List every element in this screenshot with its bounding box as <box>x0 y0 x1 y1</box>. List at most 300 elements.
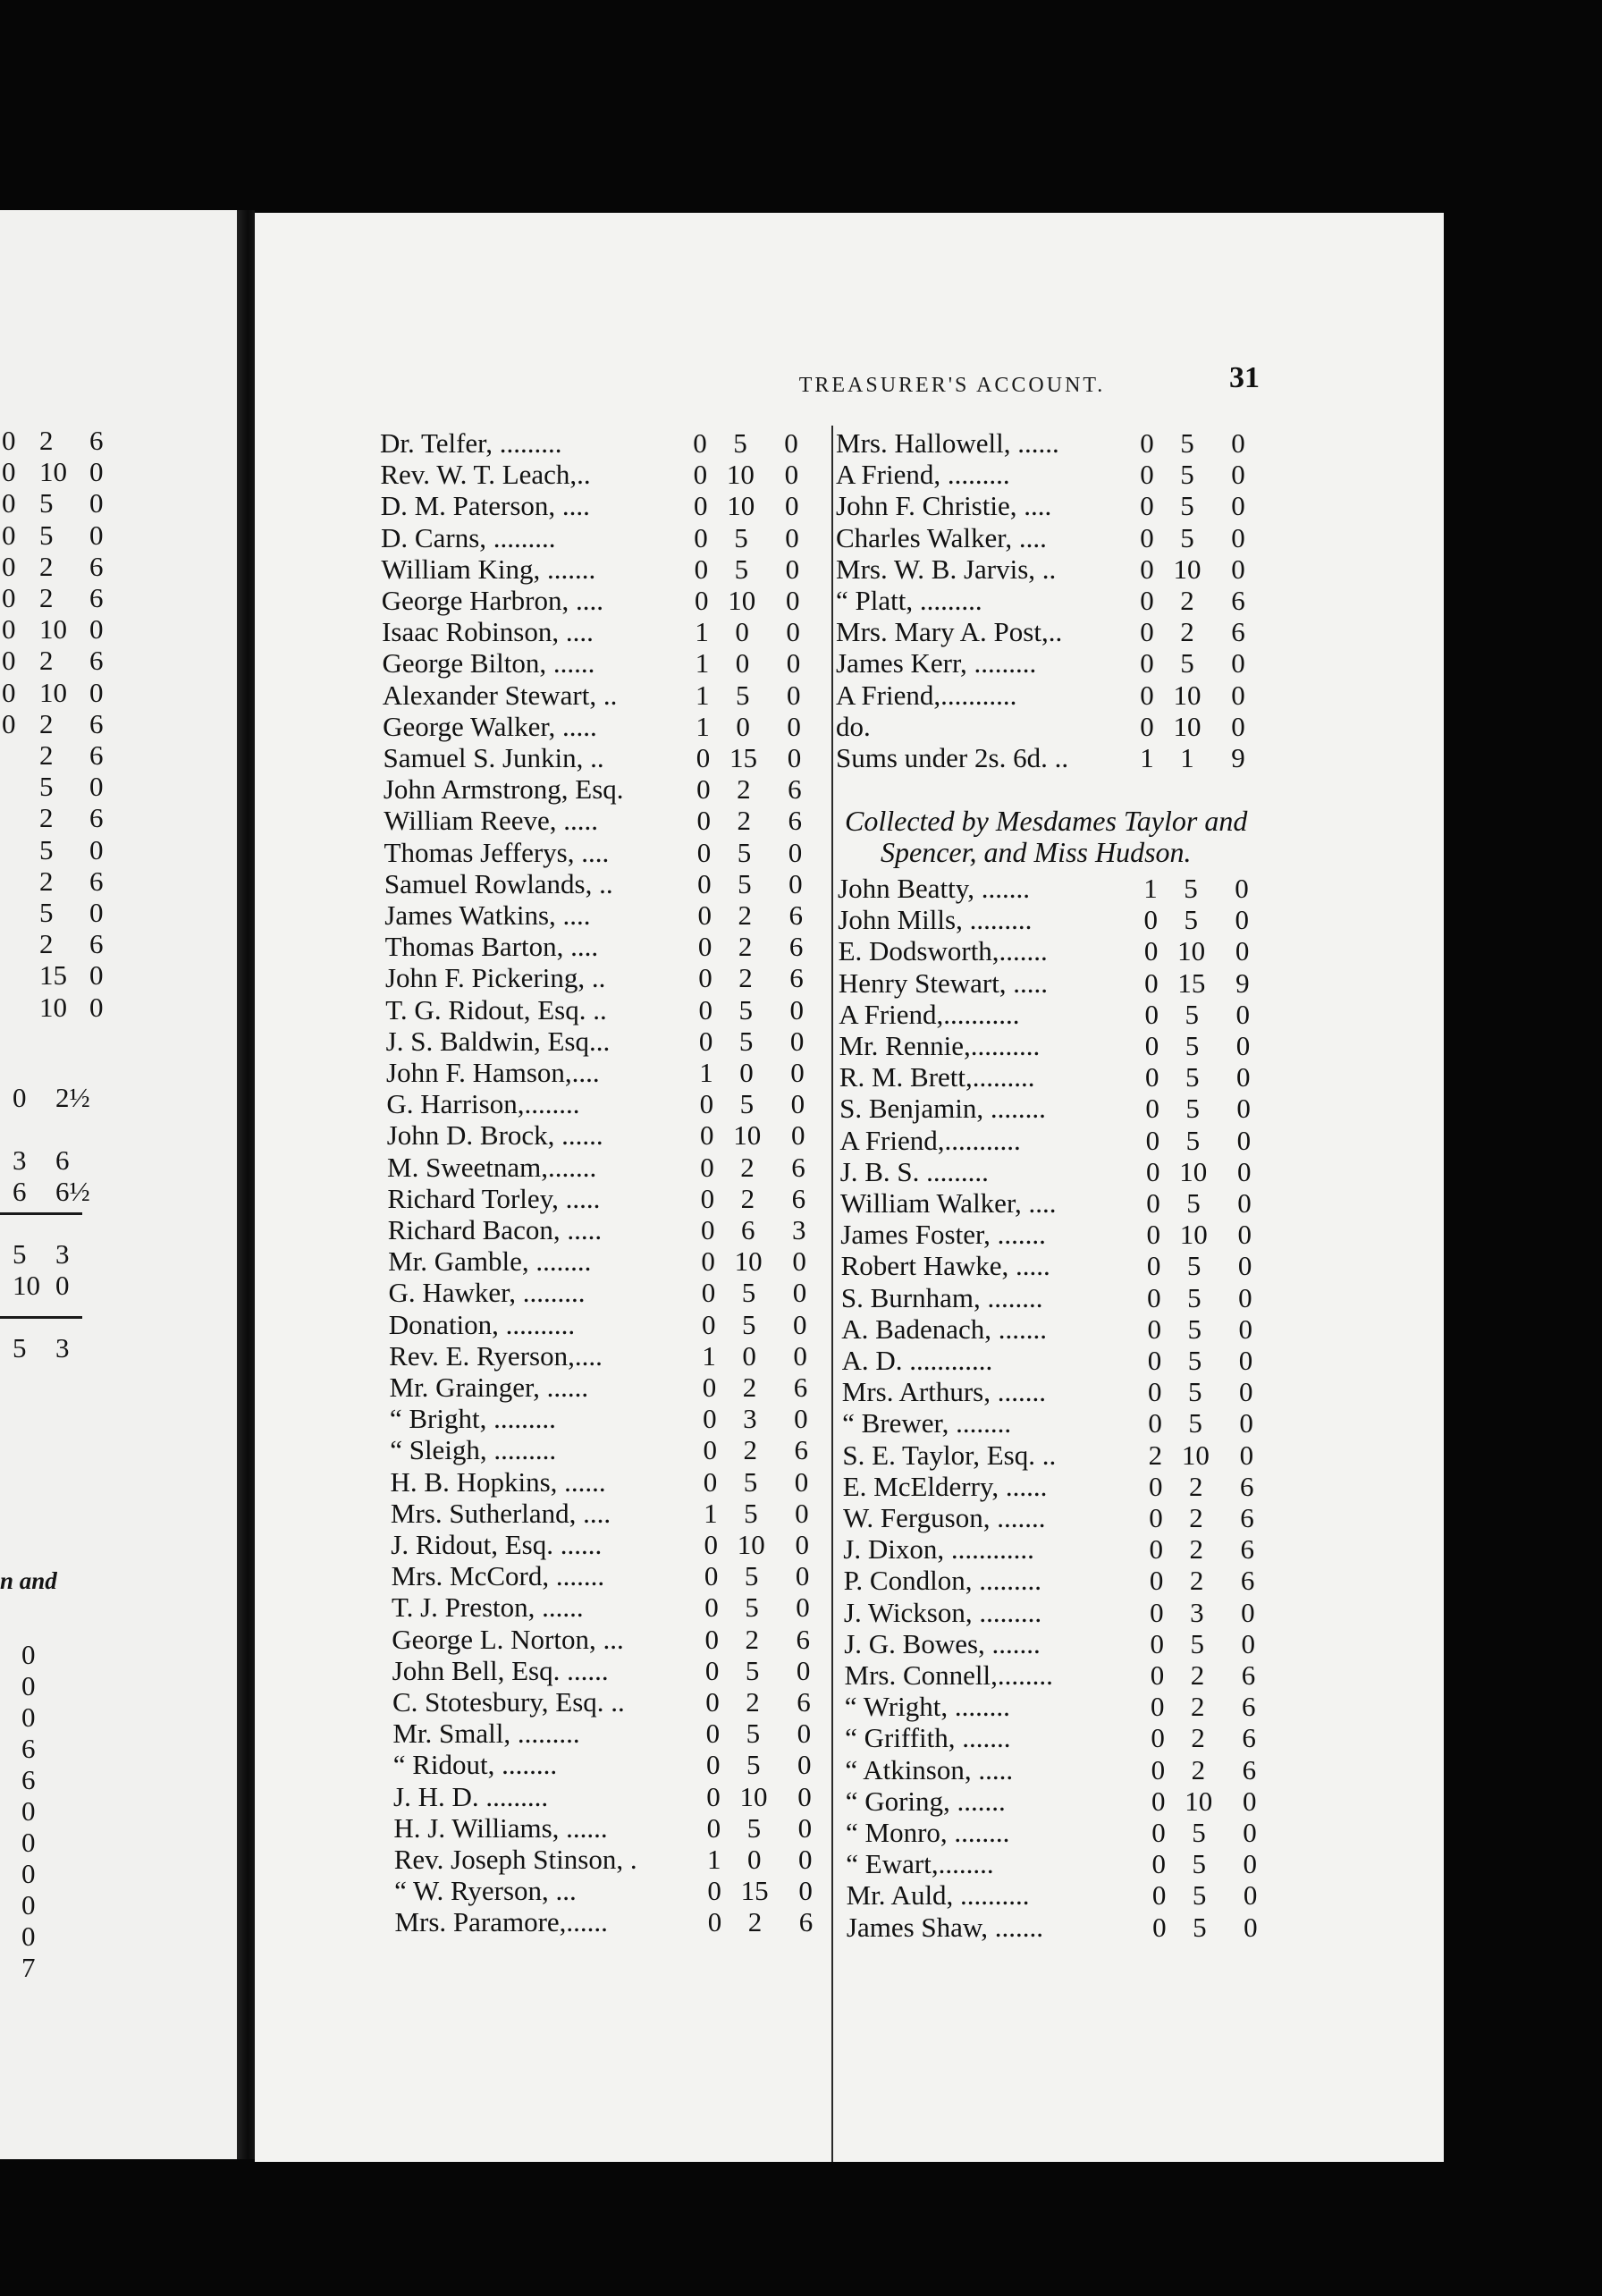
subscriber-name: A. D. ............ <box>841 1345 993 1376</box>
subscriber-name: R. M. Brett,......... <box>839 1061 1035 1093</box>
left-page-subtotal-row <box>0 1332 237 1363</box>
amount-shillings: 10 <box>737 1529 765 1560</box>
ledger-row <box>392 1591 821 1622</box>
subscriber-name: George Walker, ..... <box>383 710 597 742</box>
ledger-row <box>842 1439 1264 1470</box>
subscriber-name: S. E. Taylor, Esq. .. <box>842 1439 1057 1471</box>
amount-pounds: 1 <box>696 679 710 711</box>
ledger-row <box>381 522 810 553</box>
left-amount-pounds: 0 <box>2 425 16 456</box>
ledger-row <box>392 1718 822 1748</box>
amount-pounds: 0 <box>1145 1155 1160 1187</box>
ledger-row <box>847 1879 1269 1910</box>
subscriber-name: G. Harrison,........ <box>386 1088 580 1120</box>
amount-shillings: 3 <box>1190 1596 1204 1628</box>
left-subtotal-shillings: 10 <box>13 1270 40 1301</box>
amount-pounds: 0 <box>1150 1627 1164 1659</box>
subscriber-name: Alexander Stewart, .. <box>382 679 618 711</box>
amount-pounds: 0 <box>699 1119 714 1152</box>
ledger-row <box>390 1372 819 1402</box>
amount-pence: 6 <box>1240 1533 1255 1566</box>
amount-pence: 6 <box>1242 1691 1256 1723</box>
left-page-subtotal-row <box>0 1176 237 1206</box>
amount-shillings: 5 <box>743 1465 758 1498</box>
ledger-row <box>838 873 1260 903</box>
amount-pence: 6 <box>789 962 804 994</box>
amount-pence: 0 <box>796 1591 810 1624</box>
amount-shillings: 5 <box>1187 1313 1202 1345</box>
amount-pence: 0 <box>1235 904 1250 936</box>
subscriber-name: John Beatty, ....... <box>838 873 1030 904</box>
amount-shillings: 10 <box>1179 1155 1208 1187</box>
amount-shillings: 5 <box>1186 1250 1202 1282</box>
ledger-row <box>843 1502 1265 1532</box>
subscriber-name: Isaac Robinson, .... <box>382 616 594 648</box>
ledger-row <box>844 1597 1266 1627</box>
amount-pence: 0 <box>795 1560 810 1592</box>
left-page-subtotal-row <box>0 1270 237 1300</box>
left-page-row <box>0 739 237 770</box>
ledger-row <box>391 1498 820 1528</box>
ledger-row <box>388 1277 817 1307</box>
ledger-row <box>845 1691 1267 1721</box>
left-page-tail-value: 0 <box>21 1858 36 1889</box>
amount-pence: 0 <box>794 1403 808 1435</box>
amount-shillings: 2 <box>738 962 753 994</box>
left-page-tail-value: 0 <box>21 1670 36 1701</box>
ledger-row <box>393 1749 822 1779</box>
amount-pounds: 0 <box>695 585 709 616</box>
amount-pence: 0 <box>786 585 800 616</box>
left-amount-pence: 0 <box>89 959 104 992</box>
ledger-row <box>387 1119 816 1150</box>
left-page-tail-value: 0 <box>21 1920 36 1952</box>
amount-shillings: 5 <box>1186 1187 1201 1219</box>
ledger-row <box>382 647 811 678</box>
ledger-row <box>841 1250 1263 1280</box>
amount-pounds: 0 <box>1140 427 1154 459</box>
ledger-row <box>394 1906 823 1937</box>
ledger-row <box>836 647 1256 678</box>
subscriber-name: James Kerr, ......... <box>836 647 1037 680</box>
amount-pence: 0 <box>797 1718 812 1750</box>
ledger-row <box>392 1560 821 1591</box>
page-number: 31 <box>1229 361 1260 394</box>
subscriber-name: “ Atkinson, ..... <box>845 1753 1014 1785</box>
left-amount-pence: 6 <box>89 865 104 897</box>
subscriber-name: Henry Stewart, ..... <box>838 967 1049 999</box>
amount-shillings: 2 <box>1180 585 1194 616</box>
ledger-row <box>839 935 1261 966</box>
left-page-tail-value: 7 <box>21 1952 36 1983</box>
amount-pence: 0 <box>790 1088 805 1120</box>
amount-shillings: 10 <box>734 1245 763 1278</box>
left-amount-pence: 0 <box>89 991 104 1023</box>
amount-shillings: 2 <box>747 1906 763 1938</box>
amount-shillings: 5 <box>1184 904 1199 936</box>
amount-pence: 0 <box>1241 1627 1255 1659</box>
ledger-row <box>387 1152 816 1182</box>
subscriber-name: “ Brewer, ........ <box>842 1407 1012 1439</box>
ledger-row <box>839 1093 1261 1123</box>
left-amount-pence: 0 <box>89 897 104 928</box>
subscriber-name: T. G. Ridout, Esq. .. <box>385 993 607 1026</box>
subscriber-name: “ Bright, ......... <box>389 1403 556 1435</box>
amount-shillings: 2 <box>742 1372 757 1403</box>
subscriber-name: A Friend, ......... <box>836 459 1010 491</box>
amount-shillings: 5 <box>1180 459 1194 491</box>
left-page-row <box>0 802 237 832</box>
amount-pence: 6 <box>791 1182 806 1214</box>
subscriber-name: Richard Torley, ..... <box>387 1182 601 1214</box>
amount-pounds: 1 <box>695 616 709 648</box>
left-amount-pence: 0 <box>89 519 104 551</box>
amount-pence: 0 <box>786 616 800 648</box>
left-amount-shillings: 5 <box>39 771 54 803</box>
amount-pounds: 1 <box>707 1844 721 1875</box>
amount-shillings: 5 <box>741 1277 756 1309</box>
amount-pence: 6 <box>1240 1502 1254 1533</box>
amount-shillings: 5 <box>734 553 749 585</box>
amount-pounds: 0 <box>1148 1470 1163 1502</box>
subscriber-name: Mr. Gamble, ........ <box>388 1245 592 1278</box>
amount-pence: 0 <box>793 1339 807 1372</box>
amount-pounds: 0 <box>1140 616 1154 648</box>
amount-shillings: 0 <box>735 647 750 680</box>
subscriber-name: James Watkins, .... <box>384 899 591 931</box>
amount-pence: 0 <box>789 1025 805 1057</box>
left-page-row <box>0 551 237 581</box>
amount-pounds: 0 <box>1151 1785 1166 1817</box>
amount-pounds: 0 <box>1144 967 1159 999</box>
subscriber-name: “ Griffith, ....... <box>845 1722 1011 1754</box>
subscriber-name: John F. Pickering, .. <box>384 962 606 994</box>
ledger-row <box>384 773 813 804</box>
left-page-row <box>0 834 237 865</box>
amount-shillings: 5 <box>736 679 750 711</box>
amount-pounds: 0 <box>1140 459 1154 491</box>
running-head: TREASURER'S ACCOUNT. <box>798 374 1106 397</box>
ledger-row <box>384 742 813 772</box>
left-page-row <box>0 582 237 612</box>
amount-pence: 9 <box>1235 967 1250 999</box>
subscriber-name: T. J. Preston, ...... <box>391 1591 584 1624</box>
amount-pence: 6 <box>1239 1470 1254 1502</box>
ledger-row <box>836 427 1256 458</box>
amount-pence: 0 <box>1238 1345 1253 1376</box>
subscriber-name: do. <box>836 710 871 742</box>
subscriber-name: “ Sleigh, ......... <box>390 1434 557 1466</box>
amount-pounds: 0 <box>1151 1817 1166 1848</box>
amount-pounds: 1 <box>1143 873 1158 904</box>
amount-shillings: 5 <box>1185 1124 1201 1156</box>
subscriber-name: P. Condlon, ......... <box>843 1565 1041 1597</box>
amount-pence: 0 <box>1236 1061 1251 1093</box>
subscriber-name: “ Ewart,........ <box>846 1848 994 1880</box>
amount-pence: 6 <box>1242 1722 1256 1754</box>
left-page-row <box>0 992 237 1022</box>
ledger-row <box>390 1403 819 1433</box>
left-page-tail-value: 0 <box>21 1639 36 1670</box>
amount-pounds: 0 <box>1151 1879 1167 1912</box>
amount-pounds: 0 <box>704 1654 720 1686</box>
ledger-row <box>380 459 809 489</box>
subscriber-name: J. Wickson, ......... <box>843 1596 1042 1628</box>
amount-shillings: 5 <box>744 1497 758 1529</box>
amount-pence: 0 <box>798 1844 813 1875</box>
amount-pence: 0 <box>1235 935 1250 967</box>
left-amount-shillings: 2 <box>39 645 54 677</box>
amount-pounds: 0 <box>704 1529 718 1560</box>
amount-shillings: 5 <box>745 1654 760 1686</box>
amount-pence: 0 <box>797 1811 813 1844</box>
left-page-tail-value: 0 <box>21 1889 36 1920</box>
amount-pence: 0 <box>1231 679 1245 711</box>
ledger-row <box>836 585 1256 615</box>
amount-shillings: 10 <box>1181 1439 1210 1471</box>
left-page-row <box>0 613 237 644</box>
subscriber-name: A Friend,........... <box>839 1124 1021 1156</box>
left-amount-shillings: 2 <box>39 707 54 739</box>
amount-pence: 0 <box>788 836 803 868</box>
ledger-row <box>844 1565 1266 1595</box>
ledger-row <box>384 805 813 835</box>
left-amount-pence: 6 <box>89 425 104 456</box>
amount-pence: 0 <box>1238 1313 1252 1345</box>
ledger-row <box>845 1659 1267 1690</box>
amount-pounds: 0 <box>702 1308 716 1340</box>
amount-pounds: 0 <box>1147 1281 1161 1313</box>
subscriber-name: Sums under 2s. 6d. .. <box>836 742 1069 773</box>
amount-pounds: 0 <box>704 1623 720 1655</box>
amount-shillings: 15 <box>740 1875 769 1907</box>
subscriber-name: Samuel S. Junkin, .. <box>383 742 604 773</box>
left-facing-page <box>0 210 237 2159</box>
ledger-row <box>841 1313 1263 1344</box>
subscriber-name: William Walker, .... <box>840 1187 1057 1219</box>
amount-pounds: 0 <box>702 1372 717 1403</box>
left-amount-pence: 0 <box>89 833 104 865</box>
amount-pounds: 0 <box>696 805 711 837</box>
ledger-row <box>383 711 812 741</box>
amount-shillings: 5 <box>733 427 747 459</box>
amount-pence: 0 <box>1239 1376 1253 1408</box>
amount-shillings: 5 <box>1185 1030 1200 1061</box>
subscriber-name: E. McElderry, ...... <box>842 1470 1048 1502</box>
amount-pence: 0 <box>1243 1848 1258 1880</box>
ledger-row <box>836 459 1256 489</box>
amount-pounds: 1 <box>702 1339 716 1372</box>
ledger-row <box>843 1533 1265 1564</box>
subscriber-name: John Armstrong, Esq. <box>383 773 624 806</box>
amount-shillings: 2 <box>1189 1565 1204 1597</box>
left-page-row <box>0 865 237 896</box>
amount-shillings: 5 <box>746 1811 762 1844</box>
amount-shillings: 0 <box>742 1339 756 1372</box>
amount-pounds: 0 <box>704 1560 719 1592</box>
amount-pounds: 0 <box>707 1906 722 1938</box>
amount-shillings: 5 <box>734 521 748 553</box>
subscriber-name: S. Burnham, ........ <box>840 1281 1043 1313</box>
left-page-row <box>0 897 237 927</box>
amount-pence: 9 <box>1231 742 1245 773</box>
ledger-row <box>384 837 814 867</box>
ledger-row <box>386 1057 815 1087</box>
subscriber-name: “ Ridout, ........ <box>392 1749 558 1781</box>
left-amount-pence: 6 <box>89 739 104 771</box>
ledger-row <box>847 1912 1269 1942</box>
amount-shillings: 5 <box>1193 1911 1207 1943</box>
subscriber-name: Dr. Telfer, ......... <box>380 427 562 459</box>
amount-shillings: 2 <box>737 805 751 837</box>
left-amount-pence: 6 <box>89 645 104 677</box>
amount-pounds: 0 <box>1149 1502 1163 1533</box>
amount-pounds: 0 <box>1143 935 1159 967</box>
subscriber-name: Samuel Rowlands, .. <box>384 867 613 899</box>
subscriber-name: William King, ....... <box>381 553 596 585</box>
amount-pounds: 0 <box>696 742 711 773</box>
amount-shillings: 3 <box>743 1403 757 1435</box>
left-page-row <box>0 487 237 518</box>
amount-pounds: 0 <box>1149 1533 1164 1566</box>
amount-pounds: 0 <box>1147 1313 1161 1345</box>
amount-pounds: 0 <box>698 962 712 994</box>
amount-shillings: 10 <box>1173 679 1202 711</box>
amount-pence: 0 <box>1231 459 1245 491</box>
left-amount-shillings: 10 <box>39 456 67 488</box>
amount-shillings: 5 <box>737 836 752 868</box>
amount-shillings: 5 <box>1187 1345 1202 1376</box>
amount-pence: 6 <box>1231 616 1245 648</box>
amount-pounds: 0 <box>1151 1753 1166 1785</box>
ledger-row <box>383 680 812 710</box>
subscriber-name: George Bilton, ...... <box>382 647 595 680</box>
subscriber-name: D. Carns, ......... <box>381 521 556 553</box>
ledger-row <box>846 1785 1268 1816</box>
amount-pounds: 0 <box>1140 710 1154 742</box>
amount-shillings: 10 <box>727 490 755 522</box>
amount-shillings: 0 <box>739 1057 754 1088</box>
amount-pounds: 0 <box>703 1434 717 1466</box>
amount-pence: 0 <box>1242 1785 1257 1817</box>
amount-pence: 0 <box>1244 1911 1258 1943</box>
left-page-row <box>0 771 237 801</box>
left-amount-shillings: 5 <box>39 833 54 865</box>
amount-shillings: 10 <box>733 1119 762 1152</box>
amount-pence: 0 <box>784 427 798 459</box>
amount-pence: 6 <box>788 805 802 837</box>
subscriber-name: Robert Hawke, ..... <box>840 1250 1050 1282</box>
subscriber-name: J. B. S. ......... <box>839 1155 989 1187</box>
left-subtotal-pence: 6½ <box>55 1176 90 1207</box>
left-page-row <box>0 645 237 675</box>
amount-pounds: 0 <box>1151 1848 1167 1880</box>
subscriber-name: James Shaw, ....... <box>846 1911 1044 1943</box>
left-amount-pounds: 0 <box>2 676 16 708</box>
ledger-row <box>381 490 810 520</box>
amount-shillings: 5 <box>744 1560 759 1592</box>
subscriber-name: J. S. Baldwin, Esq... <box>385 1025 611 1057</box>
amount-shillings: 10 <box>1173 710 1202 742</box>
ledger-row <box>840 1219 1262 1249</box>
amount-pounds: 0 <box>700 1151 714 1183</box>
amount-pounds: 0 <box>1146 1187 1160 1219</box>
amount-pence: 0 <box>1243 1817 1257 1848</box>
subscriber-name: M. Sweetnam,....... <box>387 1151 597 1183</box>
subscriber-name: A Friend,........... <box>836 679 1017 711</box>
amount-pounds: 0 <box>699 1088 714 1120</box>
amount-pounds: 0 <box>697 899 712 931</box>
amount-shillings: 5 <box>1188 1376 1202 1408</box>
amount-shillings: 5 <box>1180 647 1194 680</box>
amount-pounds: 0 <box>1147 1345 1162 1376</box>
amount-pence: 0 <box>1243 1879 1258 1912</box>
amount-pence: 0 <box>1235 1030 1251 1061</box>
amount-shillings: 0 <box>735 616 749 648</box>
ledger-row <box>842 1376 1264 1406</box>
left-subtotal-pence: 2½ <box>55 1082 90 1113</box>
left-amount-pence: 0 <box>89 676 104 708</box>
ledger-row <box>840 1187 1262 1218</box>
amount-shillings: 5 <box>738 1025 754 1057</box>
amount-pounds: 0 <box>1149 1565 1164 1597</box>
left-amount-shillings: 15 <box>39 959 67 992</box>
amount-shillings: 2 <box>1188 1470 1203 1502</box>
ledger-row <box>845 1722 1267 1752</box>
amount-pence: 0 <box>1231 521 1245 553</box>
left-amount-pence: 6 <box>89 707 104 739</box>
amount-shillings: 5 <box>738 993 754 1026</box>
amount-pence: 0 <box>1231 647 1245 680</box>
left-page-subtotal-row <box>0 1144 237 1175</box>
collection-heading-line-2: Spencer, and Miss Hudson. <box>881 836 1192 868</box>
left-page-heading-fragment: n and <box>0 1567 57 1594</box>
subscriber-name: Mrs. Mary A. Post,.. <box>836 616 1063 648</box>
left-subtotal-shillings: 5 <box>13 1332 27 1363</box>
amount-pence: 0 <box>1237 1187 1252 1219</box>
amount-pence: 3 <box>792 1214 806 1245</box>
amount-pence: 6 <box>1231 585 1245 616</box>
amount-shillings: 10 <box>1185 1785 1213 1817</box>
amount-shillings: 10 <box>739 1780 768 1812</box>
amount-pence: 6 <box>788 931 804 963</box>
amount-pence: 0 <box>1239 1407 1253 1439</box>
subscriber-name: Rev. Joseph Stinson, . <box>393 1844 637 1875</box>
left-page-row <box>0 928 237 958</box>
subscriber-name: J. Ridout, Esq. ...... <box>391 1529 603 1560</box>
left-amount-pounds: 0 <box>2 707 16 739</box>
subscriber-name: Mr. Grainger, ...... <box>389 1372 589 1403</box>
ledger-row <box>388 1245 817 1276</box>
amount-shillings: 1 <box>1180 742 1194 773</box>
amount-pounds: 0 <box>1140 679 1154 711</box>
left-page-tail-value: 0 <box>21 1795 36 1827</box>
amount-shillings: 5 <box>1180 490 1194 522</box>
ledger-row <box>385 931 814 961</box>
amount-pounds: 0 <box>701 1277 716 1309</box>
left-page-subtotal-row <box>0 1238 237 1269</box>
amount-shillings: 2 <box>1180 616 1194 648</box>
amount-pounds: 0 <box>1140 490 1154 522</box>
amount-pence: 0 <box>792 1277 807 1309</box>
subscriber-name: G. Hawker, ......... <box>388 1277 586 1309</box>
amount-shillings: 10 <box>726 459 755 491</box>
amount-pounds: 0 <box>696 773 711 806</box>
left-amount-pence: 6 <box>89 582 104 613</box>
amount-pounds: 0 <box>706 1780 721 1812</box>
ledger-row <box>384 899 814 930</box>
amount-pounds: 0 <box>697 867 712 899</box>
